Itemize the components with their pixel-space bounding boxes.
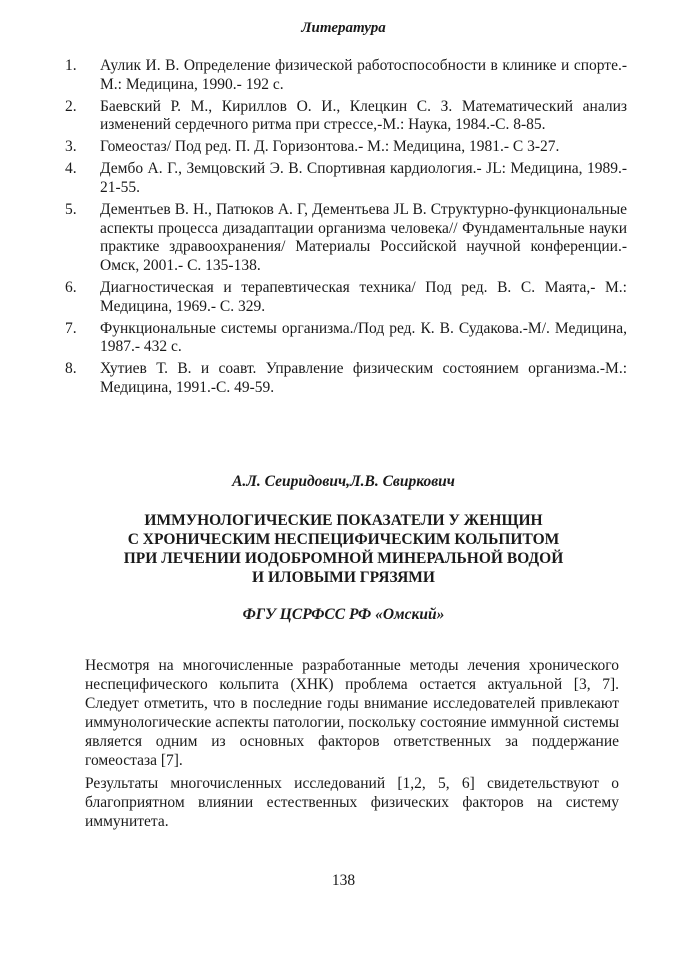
reference-text: Гомеостаз/ Под ред. П. Д. Горизонтова.- М.: Медицина, 1981.- С 3-27.	[100, 138, 560, 156]
reference-item	[62, 320, 627, 357]
reference-number: 2.	[65, 97, 77, 115]
reference-item	[62, 138, 627, 157]
reference-text: Дембо А. Г., Земцовский Э. В. Спортивная кардиология.- JL: Медицина, 1989.- 21-55.	[100, 160, 627, 197]
reference-item	[62, 279, 627, 316]
reference-number: 5.	[65, 201, 77, 219]
reference-text: Хутиев Т. В. и соавт. Управление физическим состоянием организма.-М.: Медицина, 1991.-С. 49-59.	[100, 360, 627, 396]
reference-item	[62, 160, 627, 197]
reference-text: Дементьев В. Н., Патюков А. Г, Дементьева JL В. Структурно-функциональные аспекты процесса дизадаптации организма человека// Фундаментальные науки практике здравоохранения/ Материалы Российской научной конференции.- Омск, 2001.- С. 135-138.	[100, 201, 627, 274]
reference-item	[62, 57, 627, 94]
reference-item	[62, 201, 627, 275]
article-title	[0, 511, 687, 587]
article-institution: ФГУ ЦСРФСС РФ «Омский»	[242, 606, 445, 623]
title-line: И ИЛОВЫМИ ГРЯЗЯМИ	[252, 569, 435, 586]
reference-number: 3.	[65, 138, 77, 156]
article-authors: А.Л. Сеиридович,Л.В. Свиркович	[232, 473, 455, 490]
reference-number: 1.	[65, 57, 77, 74]
reference-number: 7.	[65, 319, 77, 337]
reference-text: Баевский Р. М., Кириллов О. И., Клецкин С. З. Математический анализ изменений сердечного ритма при стрессе,-М.: Наука, 1984.-С. 8-85.	[100, 97, 627, 134]
body-paragraph: Результаты многочисленных исследований [1,2, 5, 6] свидетельствуют о благоприятном влиянии естественных физических факторов на систему иммунитета.	[85, 775, 619, 830]
title-line: ИММУНОЛОГИЧЕСКИЕ ПОКАЗАТЕЛИ У ЖЕНЩИН	[144, 512, 543, 529]
reference-number: 8.	[65, 360, 77, 378]
title-line: С ХРОНИЧЕСКИМ НЕСПЕЦИФИЧЕСКИМ КОЛЬПИТОМ	[127, 531, 560, 548]
article-body	[85, 656, 619, 835]
page-number: 138	[331, 872, 356, 889]
reference-number: 4.	[65, 160, 77, 178]
title-line: ПРИ ЛЕЧЕНИИ ИОДОБРОМНОЙ МИНЕРАЛЬНОЙ ВОДОЙ	[123, 550, 564, 567]
reference-list	[62, 57, 627, 401]
body-paragraph: Несмотря на многочисленные разработанные методы лечения хронического неспецифического кольпита (ХНК) проблема остается актуальной [3, 7]. Следует отметить, что в последние годы внимание исследователей привлекают иммунологические аспекты патологии, поскольку состояние иммунной системы является одним из основных факторов ответственных за поддержание гомеостаза [7].	[85, 657, 619, 769]
reference-item	[62, 360, 627, 397]
reference-number: 6.	[65, 279, 77, 297]
references-heading: Литература	[301, 20, 386, 36]
reference-text: Функциональные системы организма./Под ред. К. В. Судакова.-М/. Медицина, 1987.- 432 с.	[100, 319, 627, 356]
reference-item	[62, 98, 627, 135]
reference-text: Диагностическая и терапевтическая техника/ Под ред. В. С. Маята,- М.: Медицина, 1969.- С. 329.	[100, 279, 627, 315]
reference-text: Аулик И. В. Определение физической работоспособности в клинике и спорте.-М.: Медицина, 1990.- 192 с.	[100, 57, 627, 93]
